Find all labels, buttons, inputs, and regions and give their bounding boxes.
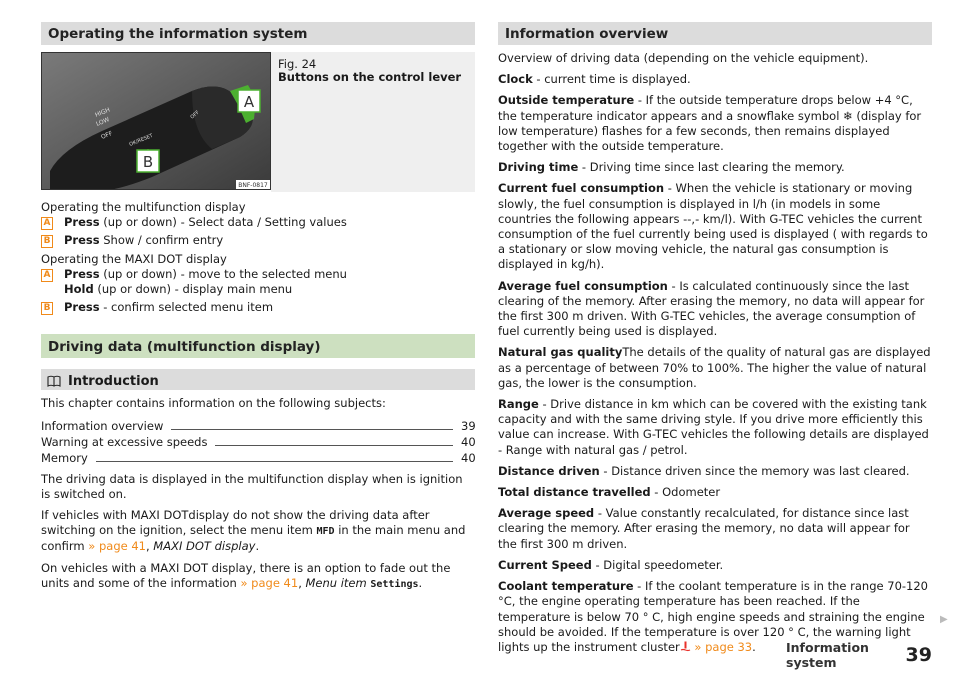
mfd-heading: Operating the multifunction display [41,200,246,214]
item-gas-quality [498,345,932,391]
item-text: - If the outside temperature drops below +4 °C, the temperature indicator appears and a snowflake symbol ❄ (display for low temperature) flashes for a few seconds, then remains displayed together with the outside temperature. [498,93,922,154]
toc-leader [171,429,453,430]
toc-leader [96,461,453,462]
maxi-item-a-text: (up or down) - move to the selected menu [99,266,347,281]
item-label: Total distance travelled [498,485,651,500]
key-a-badge-2: A [41,269,53,282]
control-lever-image [41,52,271,190]
page-number: 39 [905,644,932,666]
figure-24 [41,52,475,192]
figure-number: Fig. 24 [278,57,317,71]
item-text: The details of the quality of natural gas are displayed as a percentage of between 70% to 100%. The higher the value of natural gas, the lower is the consumption. [498,345,931,390]
item-text: - Drive distance in km which can be covered with the existing tank capacity and with the same driving style. If you drive more efficiently this value can increase. With G-TEC vehicles the following details are displayed - Range with natural gas / petrol. [498,397,929,457]
item-clock [498,72,932,87]
item-label: Current Speed [498,557,592,572]
para3-italic: Menu item [305,575,371,590]
item-text: - Distance driven since the memory was last cleared. [599,463,910,478]
item-label: Average fuel consumption [498,278,668,293]
toc-label: Information overview [41,418,164,433]
page-link-41-b[interactable]: » page 41 [240,575,299,590]
item-average-speed [498,506,932,552]
paragraph-fade-units [41,561,475,592]
maxi-item-a-text2: (up or down) - display main menu [93,282,293,297]
item-label: Average speed [498,506,595,521]
maxi-item-a [41,267,475,297]
toc-item-information-overview[interactable] [41,418,475,434]
para3-text-a: On vehicles with a MAXI DOT display, there is an option to fade out the units and some of the information [41,560,451,590]
item-label: Distance driven [498,463,600,478]
item-label: Coolant temperature [498,579,634,594]
maxi-item-b-text: - confirm selected menu item [99,300,274,315]
item-text-end: . [752,639,756,654]
item-current-fuel [498,181,932,272]
section-title-driving-data: Driving data (multifunction display) [41,334,475,358]
mfd-item-a-label: Press [64,215,100,230]
lever-label-off: OFF [100,130,114,141]
right-column [498,22,932,655]
callout-a-label: A [243,93,255,111]
item-label: Current fuel consumption [498,181,665,196]
page-link-41[interactable]: » page 41 [88,539,146,554]
toc-page: 40 [461,434,476,449]
introduction-bar [41,369,475,390]
control-lever-illustration [42,53,271,190]
item-outside-temperature [498,93,932,154]
para3-text-c: . [418,575,423,590]
maxi-item-a-label: Press [64,266,100,281]
lever-label-off-2: OFF [189,109,201,121]
item-label: Range [498,397,539,412]
page-footer [786,640,932,670]
menu-item-settings: Settings [370,578,419,590]
menu-item-mfd: MFD [316,526,335,538]
callout-b-label: B [142,153,154,171]
toc-label: Warning at excessive speeds [41,434,208,449]
overview-intro: Overview of driving data (depending on the vehicle equipment). [498,51,869,65]
coolant-warning-icon [680,641,691,652]
paragraph-ignition: The driving data is displayed in the multifunction display when is ignition is switched on. [41,471,463,501]
figure-caption [271,52,475,192]
toc [41,418,475,466]
para2-text-b: in the main menu and confirm [41,523,466,554]
section-title-information-overview: Information overview [498,22,932,45]
mfd-item-b-label: Press [64,233,100,248]
maxi-item-b-label: Press [64,300,100,315]
item-average-fuel [498,279,932,340]
triangle-right-icon: ▶ [940,614,948,625]
lever-label-high: HIGH [94,106,112,119]
mfd-item-b [41,233,475,248]
para2-text-a: If vehicles with MAXI DOTdisplay do not show the driving data after switching on the ignition, select the menu item [41,508,430,538]
key-b-badge: B [41,235,53,248]
toc-item-warning-speeds[interactable] [41,434,475,450]
item-label: Natural gas quality [498,345,623,360]
toc-item-memory[interactable] [41,450,475,466]
item-distance-driven [498,464,932,479]
key-a-badge: A [41,217,53,230]
item-text: - When the vehicle is stationary or moving slowly, the fuel consumption is displayed in l/h (in models in some countries the following appears --,- km/l). With G-TEC vehicles the current consumption of the fuel currently being used is displayed ( with regards to a stationary or slow moving vehicle, the natural gas consumption is displayed in kg/h). [498,181,928,272]
item-label: Outside temperature [498,93,635,108]
item-text: - Driving time since last clearing the memory. [578,160,845,175]
lever-label-low: LOW [95,116,111,128]
maxi-item-b [41,300,475,315]
introduction-title: Introduction [68,373,159,389]
item-text: - If the coolant temperature is in the range 70-120 °C, the engine operating temperature has been reached. If the temperature is below 70 ° C, high engine speeds and straining the engine should be avoided. If the temperature is over 120 ° C, the warning light lights up the instrument cluster [498,579,928,654]
item-text: - current time is displayed. [532,72,691,87]
key-b-badge-2: B [41,302,53,315]
toc-page: 40 [461,450,476,465]
mfd-item-a [41,215,475,230]
footer-title: Information system [786,640,869,670]
mfd-item-b-text: Show / confirm entry [99,233,224,248]
toc-label: Memory [41,450,88,465]
para3-text-b: , [298,575,306,590]
left-column [41,22,475,592]
item-current-speed [498,558,932,573]
figure-caption-text: Buttons on the control lever [278,70,462,84]
figure-code: BNF-0817 [238,182,268,189]
para2-text-d: . [255,539,260,554]
toc-leader [215,445,453,446]
book-icon [47,375,61,387]
item-range [498,397,932,458]
intro-text: This chapter contains information on the following subjects: [41,396,386,411]
item-label: Clock [498,72,533,87]
item-driving-time [498,160,932,175]
item-text: - Is calculated continuously since the last clearing of the memory. After erasing the memory, no data will appear for the first 300 m driven. With G-TEC vehicles, the average consumption of fuel currently being used is displayed. [498,278,925,339]
item-label: Driving time [498,160,579,175]
item-total-distance [498,485,932,500]
maxi-item-a-label2: Hold [64,282,94,297]
maxi-heading: Operating the MAXI DOT display [41,251,227,266]
toc-page: 39 [461,418,476,433]
lever-label-ok-reset: OK/RESET [128,132,154,148]
item-text: - Value constantly recalculated, for distance since last clearing the memory. After erasing the memory, no data will appear for the first 300 m driven. [498,506,910,551]
para2-italic: MAXI DOT display [153,539,256,554]
page-link-33[interactable]: » page 33 [690,639,753,654]
item-text: - Odometer [650,485,721,500]
section-title-operating: Operating the information system [41,22,475,45]
mfd-item-a-text: (up or down) - Select data / Setting values [99,215,347,230]
paragraph-maxi-dot [41,508,475,555]
item-text: - Digital speedometer. [591,557,724,572]
para2-text-c: , [145,539,154,554]
